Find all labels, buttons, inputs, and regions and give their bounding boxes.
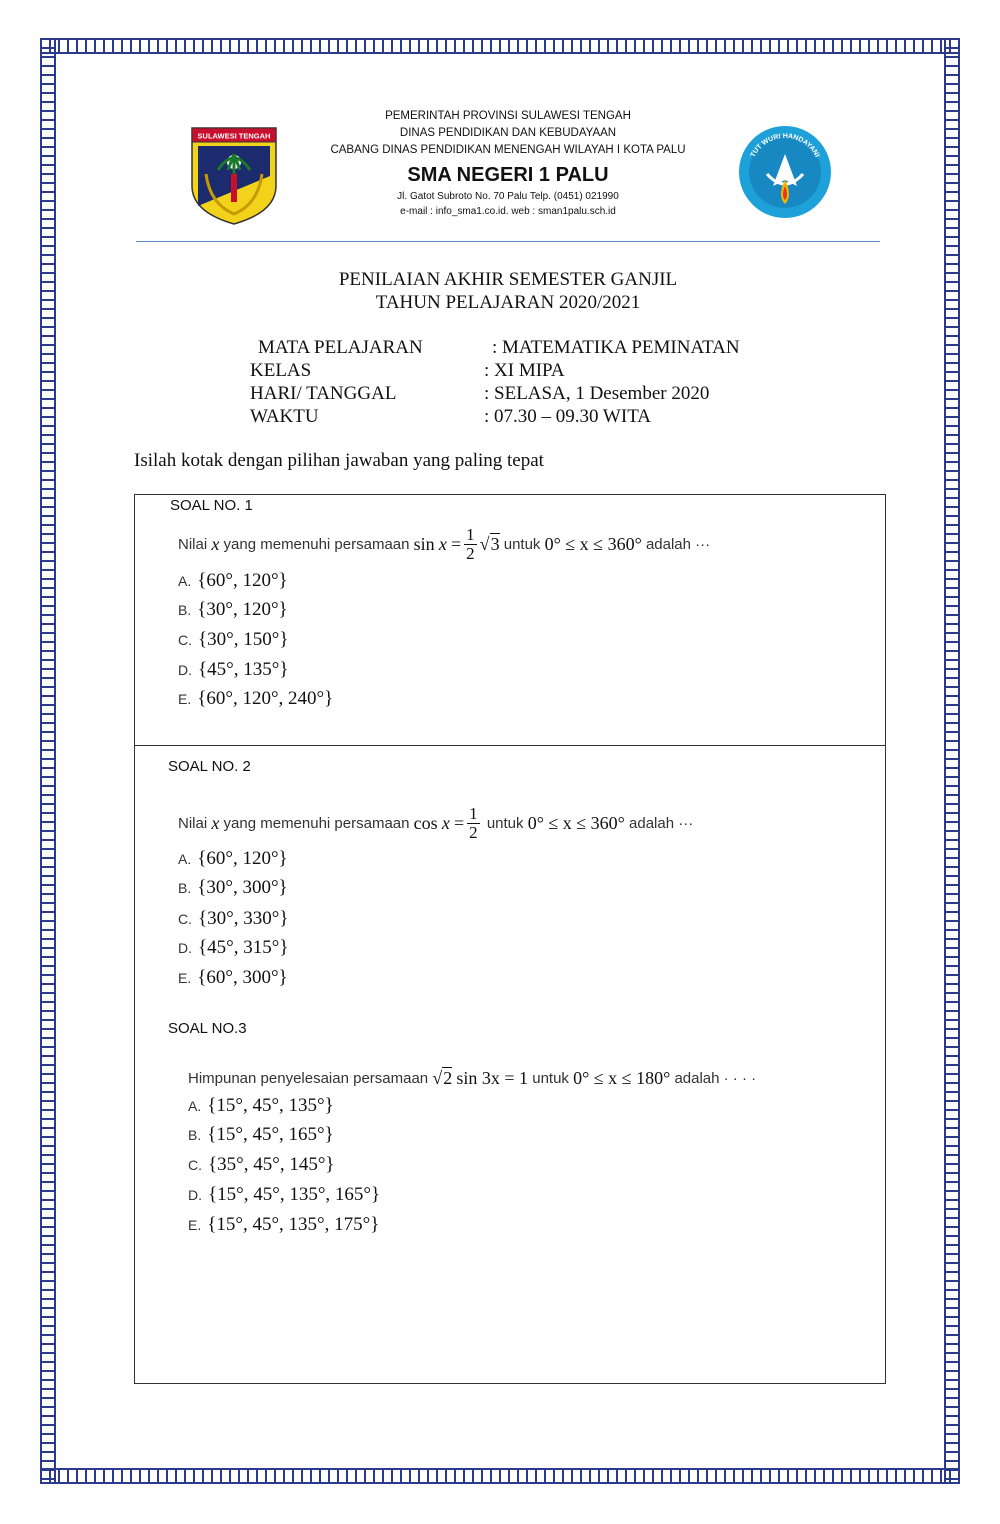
q2-option-a[interactable]: A. {60°, 120°} [178, 848, 288, 869]
q3-option-d[interactable]: D. {15°, 45°, 135°, 165°} [188, 1184, 381, 1205]
question-3-text [188, 1064, 756, 1092]
q1-option-e[interactable]: E. {60°, 120°, 240°} [178, 688, 334, 709]
school-contact: e-mail : info_sma1.co.id. web : sman1palu.sch.id [400, 206, 616, 217]
exam-title-line-2: TAHUN PELAJARAN 2020/2021 [375, 292, 641, 313]
q2-end: adalah ··· [629, 814, 694, 832]
q1-fraction [464, 526, 477, 563]
border-right [944, 38, 960, 1484]
q1-option-b[interactable]: B. {30°, 120°} [178, 599, 288, 620]
q2-range: 0° ≤ x ≤ 360° [527, 812, 625, 833]
letterhead-line-3: CABANG DINAS PENDIDIKAN MENENGAH WILAYAH I KOTA PALU [330, 144, 686, 156]
instruction-text: Isilah kotak dengan pilihan jawaban yang paling tepat [134, 450, 544, 471]
q1-var: x [211, 533, 220, 554]
exam-title-line-1: PENILAIAN AKHIR SEMESTER GANJIL [338, 269, 678, 290]
class-value: : XI MIPA [484, 360, 565, 381]
q2-mid: yang memenuhi persamaan [223, 814, 410, 832]
q3-suffix: untuk [532, 1069, 569, 1087]
q3-sqrt: √2 [432, 1067, 453, 1088]
letterhead-line-1: PEMERINTAH PROVINSI SULAWESI TENGAH [385, 110, 631, 122]
border-bottom [40, 1468, 960, 1484]
q3-option-a[interactable]: A. {15°, 45°, 135°} [188, 1095, 334, 1116]
question-2-text: Nilai x yang memenuhi persamaan cos x = $\frac{1}{2}$ untuk 0° ≤ x ≤ 360° adalah ··· [178, 803, 694, 842]
q1-prefix: Nilai [178, 535, 208, 553]
q3-option-e[interactable]: E. {15°, 45°, 135°, 175°} [188, 1214, 380, 1235]
q3-expr: sin 3x = 1 [456, 1067, 529, 1088]
question-divider [134, 745, 886, 746]
date-value: : SELASA, 1 Desember 2020 [484, 383, 710, 404]
q2-option-c[interactable]: C. {30°, 330°} [178, 908, 289, 929]
q1-range: 0° ≤ x ≤ 360° [544, 533, 642, 554]
q2-option-d[interactable]: D. {45°, 315°} [178, 937, 289, 958]
subject-value: : MATEMATIKA PEMINATAN [492, 337, 740, 358]
school-address: Jl. Gatot Subroto No. 70 Palu Telp. (0451) 021990 [397, 191, 619, 202]
q1-mid: yang memenuhi persamaan [223, 535, 410, 553]
question-3-title: SOAL NO.3 [168, 1020, 247, 1037]
q3-sqrt-arg: 2 [443, 1067, 453, 1088]
q1-option-c[interactable]: C. {30°, 150°} [178, 629, 289, 650]
q2-option-b[interactable]: B. {30°, 300°} [178, 877, 288, 898]
q1-sqrt-arg: 3 [490, 533, 500, 554]
q3-prefix: Himpunan penyelesaian persamaan [188, 1069, 429, 1087]
q1-end: adalah ··· [645, 535, 711, 553]
crest-caption: SULAWESI TENGAH [197, 131, 271, 141]
question-1-text: Nilai x yang memenuhi persamaan sin x = $\frac{1}{2}$ √3 untuk 0° ≤ x ≤ 360° adalah ··· [178, 524, 711, 563]
time-value: : 07.30 – 09.30 WITA [484, 406, 652, 427]
q2-prefix: Nilai [178, 814, 208, 832]
letterhead [300, 108, 716, 219]
q2-frac-den: 2 [469, 822, 478, 842]
q2-suffix: untuk [486, 814, 524, 832]
q1-frac-den: 2 [466, 543, 475, 563]
q2-fraction [467, 805, 480, 842]
q2-option-e[interactable]: E. {60°, 300°} [178, 967, 288, 988]
exam-title [200, 268, 816, 314]
q1-func: sin [413, 533, 435, 554]
school-name: SMA NEGERI 1 PALU [407, 164, 609, 186]
q2-frac-num: 1 [469, 803, 478, 823]
q1-frac-num: 1 [466, 524, 475, 544]
q2-var: x [211, 812, 220, 833]
letterhead-divider [136, 241, 880, 242]
question-1-title: SOAL NO. 1 [170, 497, 253, 514]
q1-option-a[interactable]: A. {60°, 120°} [178, 570, 288, 591]
sulawesi-tengah-crest-logo [188, 126, 280, 226]
q2-func: cos [413, 812, 438, 833]
time-label: WAKTU [250, 406, 319, 427]
q3-option-b[interactable]: B. {15°, 45°, 165°} [188, 1124, 334, 1145]
tut-wuri-handayani-logo [733, 124, 837, 220]
border-left [40, 38, 56, 1484]
q3-option-c[interactable]: C. {35°, 45°, 145°} [188, 1154, 335, 1175]
border-top [40, 38, 960, 54]
class-label: KELAS [250, 360, 312, 381]
q1-option-d[interactable]: D. {45°, 135°} [178, 659, 289, 680]
q3-end: adalah · · · · [674, 1069, 757, 1087]
question-2-title: SOAL NO. 2 [168, 758, 251, 775]
q1-suffix: untuk [503, 535, 541, 553]
date-label: HARI/ TANGGAL [250, 383, 397, 404]
letterhead-line-2: DINAS PENDIDIKAN DAN KEBUDAYAAN [399, 127, 617, 139]
q3-range: 0° ≤ x ≤ 180° [573, 1067, 671, 1088]
logo-motto-text: TUT WURI HANDAYANI [749, 132, 821, 159]
q1-sqrt: √3 [479, 533, 500, 554]
subject-label: MATA PELAJARAN [258, 337, 423, 358]
